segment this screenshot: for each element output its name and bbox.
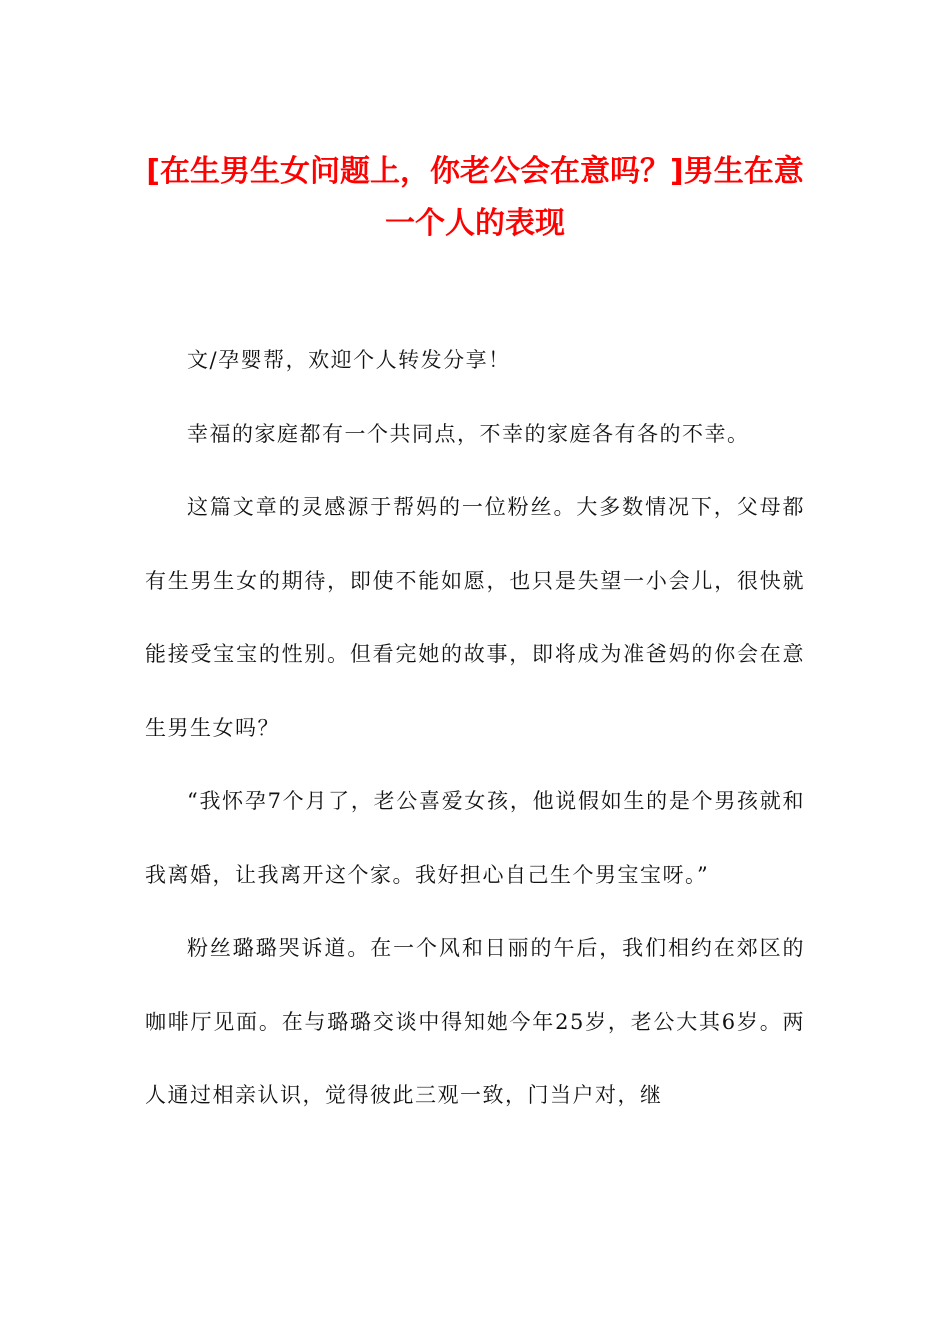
paragraph-meeting: 粉丝璐璐哭诉道。在一个风和日丽的午后，我们相约在郊区的咖啡厅见面。在与璐璐交谈中得知她今年25岁，老公大其6岁。两人通过相亲认识，觉得彼此三观一致，门当户对，继 bbox=[145, 936, 805, 1107]
paragraph-author-note: 文/孕婴帮，欢迎个人转发分享！ bbox=[187, 348, 511, 372]
paragraph-happy-families: 幸福的家庭都有一个共同点，不幸的家庭各有各的不幸。 bbox=[187, 421, 750, 446]
document-title: [在生男生女问题上，你老公会在意吗？]男生在意一个人的表现 bbox=[146, 154, 804, 241]
document-body bbox=[145, 324, 805, 1133]
paragraph-quote: “我怀孕7个月了，老公喜爱女孩，他说假如生的是个男孩就和我离婚，让我离开这个家。我好担心自己生个男宝宝呀。” bbox=[145, 789, 805, 887]
paragraph-inspiration: 这篇文章的灵感源于帮妈的一位粉丝。大多数情况下，父母都有生男生女的期待，即使不能如愿，也只是失望一小会儿，很快就能接受宝宝的性别。但看完她的故事，即将成为准爸妈的你会在意生男生女吗？ bbox=[145, 495, 805, 740]
